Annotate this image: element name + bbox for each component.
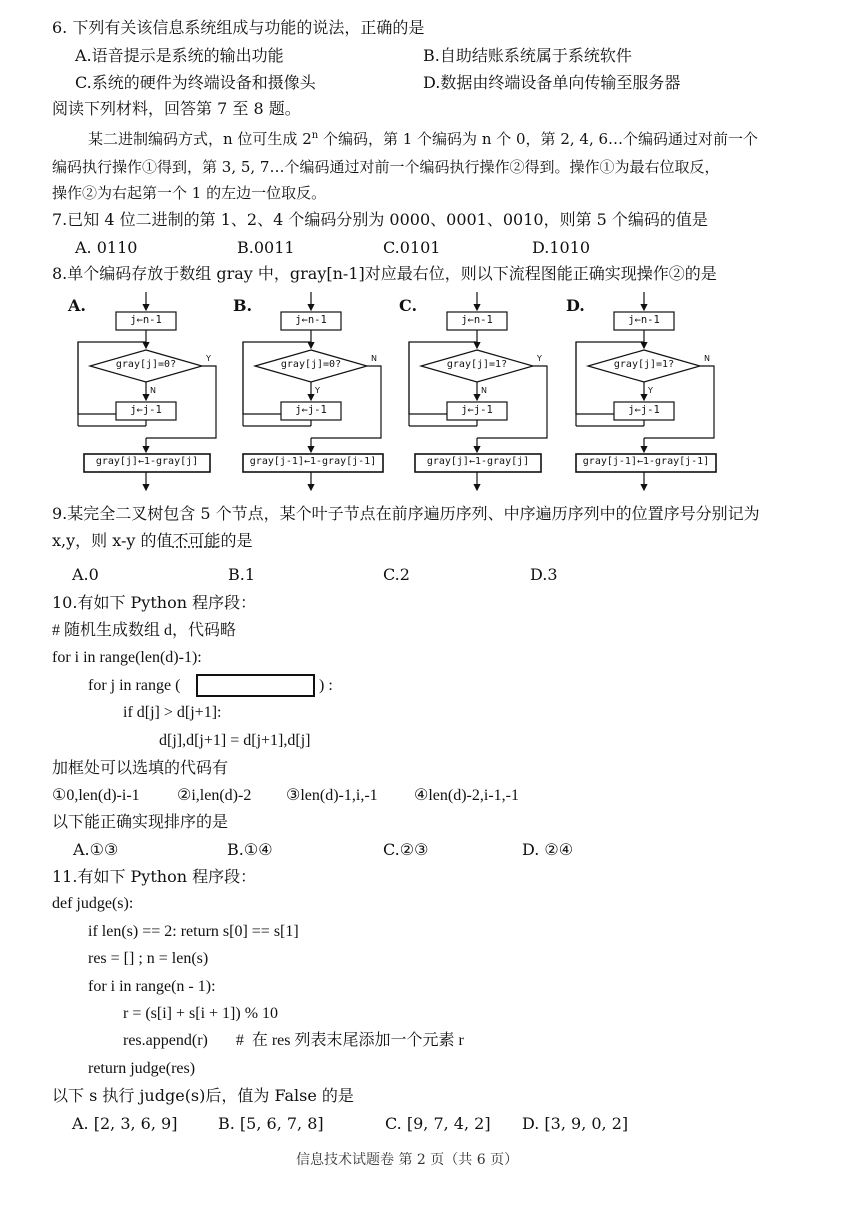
flowchart-down-branch-label: Y [315, 386, 320, 395]
q10-choice-2: ②i,len(d)-2 [177, 787, 252, 804]
q7-option-d: D.1010 [532, 238, 591, 257]
q11-option-b: B. [5, 6, 7, 8] [218, 1114, 324, 1133]
flowchart-right-branch-label: Y [206, 354, 211, 363]
q6-stem: 6. 下列有关该信息系统组成与功能的说法，正确的是 [52, 18, 425, 37]
q10-code-line-2: for i in range(len(d)-1): [52, 649, 202, 666]
flowchart-condition: gray[j]=1? [613, 359, 675, 370]
q11-code-line-4: for i in range(n - 1): [88, 978, 216, 995]
flowchart-label: C. [399, 296, 418, 315]
flowchart-final-box: gray[j-1]←1-gray[j-1] [249, 456, 377, 467]
q10-ask: 以下能正确实现排序的是 [52, 812, 229, 831]
q11-ask: 以下 s 执行 judge(s)后，值为 False 的是 [52, 1086, 354, 1105]
q7-stem: 7.已知 4 位二进制的第 1、2、4 个编码分别为 0000、0001、0010，则第 5 个编码的值是 [52, 210, 708, 229]
q10-option-c: C.②③ [383, 840, 429, 859]
q9-option-c: C.2 [383, 565, 410, 584]
flowchart-decrement-box: j←j-1 [130, 404, 162, 416]
material-line-1 [88, 129, 758, 149]
q6-option-c: C.系统的硬件为终端设备和摄像头 [75, 73, 316, 92]
flowchart-decrement-box: j←j-1 [295, 404, 327, 416]
q10-fill-prompt: 加框处可以选填的代码有 [52, 758, 229, 777]
q10-choice-4: ④len(d)-2,i-1,-1 [414, 787, 519, 804]
q10-choice-3: ③len(d)-1,i,-1 [286, 787, 378, 804]
material-line-2: 编码执行操作①得到，第 3, 5, 7…个编码通过对前一个编码执行操作②得到。操作①为最右位取反， [52, 158, 720, 176]
flowchart-label: B. [233, 296, 253, 315]
q7-option-c: C.0101 [383, 238, 441, 257]
q6-option-b: B.自助结账系统属于系统软件 [423, 46, 632, 65]
page-footer: 信息技术试题卷 第 2 页（共 6 页） [296, 1152, 519, 1168]
q10-code-line-5: d[j],d[j+1] = d[j+1],d[j] [159, 732, 311, 749]
q11-code-line-6: res.append(r) # 在 res 列表末尾添加一个元素 r [123, 1032, 464, 1049]
material-line-1-a: 某二进制编码方式，n 位可生成 2 [88, 130, 312, 148]
flowchart-decrement-box: j←j-1 [628, 404, 660, 416]
flowchart-decrement-box: j←j-1 [461, 404, 493, 416]
material-superscript: n [311, 130, 319, 141]
material-line-1-b: 个编码，第 1 个编码为 n 个 0，第 2, 4, 6…个编码通过对前一个 [318, 130, 759, 148]
flowchart-1 [68, 292, 232, 492]
q9-option-b: B.1 [228, 565, 256, 584]
q11-code-line-1: def judge(s): [52, 895, 134, 912]
flowchart-init-box: j←n-1 [628, 314, 660, 326]
reading-intro: 阅读下列材料，回答第 7 至 8 题。 [52, 99, 301, 118]
flowchart-label: A. [68, 296, 86, 315]
q10-stem: 10.有如下 Python 程序段： [52, 593, 257, 612]
flowchart-right-branch-label: N [704, 354, 710, 363]
q9-stem-line-2 [52, 531, 253, 551]
q8-stem: 8.单个编码存放于数组 gray 中，gray[n-1]对应最右位，则以下流程图能正确实现操作②的是 [52, 264, 717, 283]
q10-code-line-4: if d[j] > d[j+1]: [123, 704, 222, 721]
q11-option-d: D. [3, 9, 0, 2] [522, 1114, 629, 1133]
q9-stem-line-1: 9.某完全二叉树包含 5 个节点，某个叶子节点在前序遍历序列、中序遍历序列中的位置序号分别记为 [52, 504, 760, 523]
flowchart-3 [399, 292, 563, 492]
q11-code-line-5: r = (s[i] + s[i + 1]) % 10 [123, 1005, 279, 1022]
q11-code-line-2: if len(s) == 2: return s[0] == s[1] [88, 923, 299, 940]
q10-option-b: B.①④ [227, 840, 273, 859]
flowchart-label: D. [566, 296, 585, 315]
flowchart-condition: gray[j]=0? [280, 359, 342, 370]
q9-option-a: A.0 [72, 565, 99, 584]
q9-stem-part-c: 的是 [220, 531, 253, 550]
q10-code-line-3-end: ) : [319, 677, 333, 694]
flowchart-condition: gray[j]=1? [446, 359, 508, 370]
flowchart-condition: gray[j]=0? [115, 359, 177, 370]
flowchart-init-box: j←n-1 [295, 314, 327, 326]
flowchart-down-branch-label: N [150, 386, 156, 395]
flowchart-final-box: gray[j]←1-gray[j] [426, 456, 530, 467]
q9-option-d: D.3 [530, 565, 558, 584]
q7-option-a: A. 0110 [75, 238, 138, 257]
q11-option-a: A. [2, 3, 6, 9] [72, 1114, 178, 1133]
q6-option-a: A.语音提示是系统的输出功能 [75, 46, 284, 65]
flowchart-down-branch-label: N [481, 386, 487, 395]
flowchart-2 [233, 292, 397, 492]
q6-option-d: D.数据由终端设备单向传输至服务器 [423, 73, 681, 92]
q11-code-line-3: res = [] ; n = len(s) [88, 950, 209, 967]
q9-stem-emphasis: 不可能 [172, 531, 221, 550]
q10-fill-blank-box [196, 674, 315, 697]
material-line-3: 操作②为右起第一个 1 的左边一位取反。 [52, 184, 327, 202]
flowchart-down-branch-label: Y [648, 386, 653, 395]
q9-stem-part-a: x,y，则 x-y 的值 [52, 531, 173, 550]
q11-option-c: C. [9, 7, 4, 2] [385, 1114, 491, 1133]
flowchart-final-box: gray[j-1]←1-gray[j-1] [582, 456, 710, 467]
flowchart-init-box: j←n-1 [130, 314, 162, 326]
q7-option-b: B.0011 [237, 238, 295, 257]
flowchart-init-box: j←n-1 [461, 314, 493, 326]
q10-choice-1: ①0,len(d)-i-1 [52, 787, 140, 804]
flowchart-final-box: gray[j]←1-gray[j] [95, 456, 199, 467]
q10-code-line-1: # 随机生成数组 d，代码略 [52, 622, 237, 639]
q11-code-line-7: return judge(res) [88, 1060, 196, 1077]
q10-code-line-3: for j in range ( [88, 677, 181, 694]
q10-option-a: A.①③ [73, 840, 119, 859]
q11-stem: 11.有如下 Python 程序段： [52, 867, 257, 886]
flowchart-right-branch-label: N [371, 354, 377, 363]
flowchart-4 [566, 292, 730, 492]
q10-option-d: D. ②④ [522, 840, 574, 859]
flowchart-right-branch-label: Y [537, 354, 542, 363]
